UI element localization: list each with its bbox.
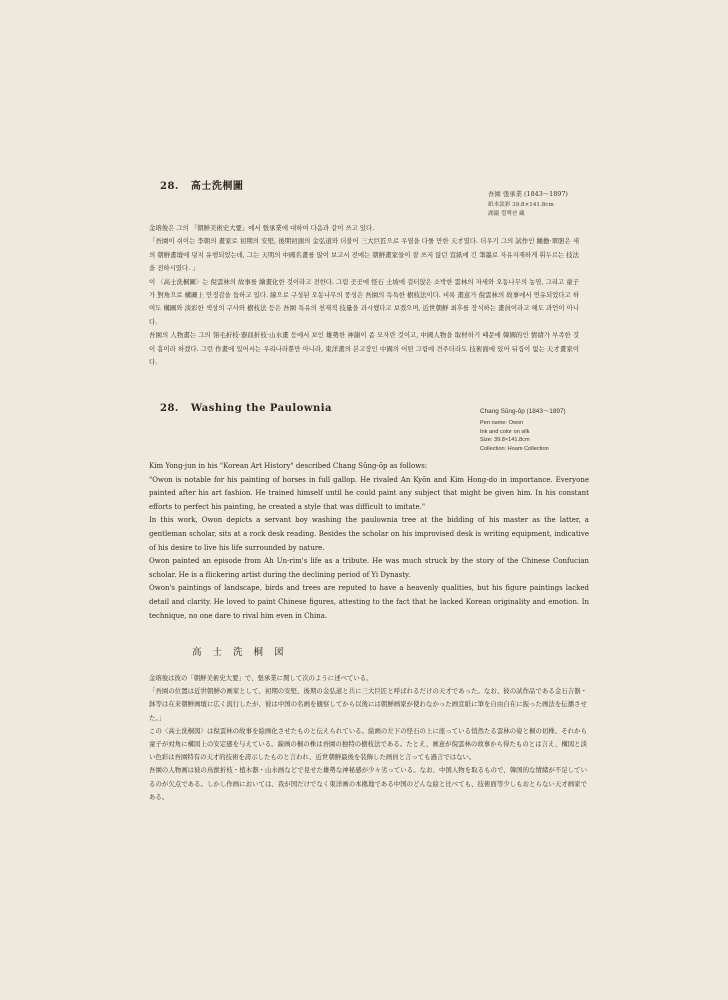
english-medium: Ink and color on silk bbox=[480, 428, 530, 435]
english-paragraph: Owon's paintings of landscape, birds and trees are reputed to have a heavenly qualities, but his figure paintings lacked detail and clarity. He loved to paint Chinese figures, attesting to the fact that he lacked Korean originality and emotion. In technique, no one dare to rival him even in China. bbox=[149, 584, 589, 620]
korean-paragraph: 吾園의 人物畫는 그의 翎毛折枝·器皿折枝·山水畫 등에서 보인 雄勢한 神韻이 좀 모자란 것이고, 中國人物을 取材하기 때문에 韓國的인 情緖가 부족한 것이 흠이라 하겠다. 그런 作畫에 있어서는 우리나라뿐만 아니라, 東洋畫의 본고장인 中國의 어떤 그림에 견주더라도 技術面에 있어 뒤집이 없는 天才畫家이다. bbox=[149, 331, 579, 367]
english-meta bbox=[480, 408, 566, 453]
english-paragraph: In this work, Owon depicts a servant boy washing the paulownia tree at the bidding of his master as the latter, a gentleman scholar, sits at a rock desk reading. Besides the scholar on his improvised desk is writing equipment, indicative of his desire to live his life surrounded by nature. bbox=[149, 516, 589, 552]
korean-medium: 紙本淡彩 39.8×141.8cm bbox=[488, 202, 554, 209]
english-paragraph: Kim Yong-jun in his "Korean Art History" described Chang Sŭng-ŏp as follows: bbox=[149, 462, 428, 470]
english-collection: Collection: Hoam Collection bbox=[480, 445, 549, 452]
english-heading bbox=[160, 403, 332, 414]
korean-paragraph: 金瑢俊은 그의 「朝鮮美術史大要」에서 張承業에 대하여 다음과 같이 쓰고 있다. bbox=[149, 224, 375, 232]
korean-collection: 湖巖 컬렉션 藏 bbox=[488, 210, 525, 217]
korean-heading bbox=[160, 177, 243, 192]
english-plate-number: 28. bbox=[160, 403, 179, 414]
korean-title: 高士洗桐圖 bbox=[190, 181, 244, 192]
english-pen-name: Pen name: Owon bbox=[480, 420, 524, 427]
english-paragraph: Owon painted an episode from Ah Un-rim's life as a tribute. He was much struck by the story of the Chinese Confucian scholar. He is a flickering artist during the declining period of Yi Dynasty. bbox=[149, 557, 589, 579]
english-title: Washing the Paulownia bbox=[190, 403, 333, 414]
japanese-paragraph: 吾園の人物画は彼の鳥獣折枝・植木器・山水画などで見せた雄勢な神秘感が少々劣っている。なお、中国人物を取るもので、韓国的な情緒が不足しているのが欠点である。しかし作画においては、我が国だけでなく東洋画の本拠地である中国のどんな絵と比べても、技術面等少しもおとらない天才画家である。 bbox=[149, 766, 587, 801]
english-size: Size: 39.8×141.8cm bbox=[480, 437, 530, 444]
japanese-paragraph: 「吾園の位置は近世朝鮮の画家として、初期の安堅、後期の金弘道と共に三大巨匠と呼ばれるだけの天才であった。なお、彼の試作品である金石吉器・鉢等は在来朝鮮画壇に広く流行したが、彼は中国の名画を観察してから以後には朝鮮画家が使わなかった画宣紙に筆を自由自在に振った画法を伝播させた。」 bbox=[149, 687, 587, 722]
korean-paragraph: 「吾園이 쉬이는 李朝의 畫家로 初期의 安堅, 後期初頭의 金弘道와 더불어 三大巨匠으로 우열을 다툴 만한 天才였다. 더우기 그의 試作인 鍾擔·翠胆은 새의 朝鮮畫壇에 덩지 유행되었는데, 그는 天明의 中國名畫를 많이 보고서 전에는 朝鮮畫家들이 잘 쓰지 않던 宣紙에 긴 筆墨로 자유자재하게 휘두르는 技法을 전하시였다. 」 bbox=[149, 237, 579, 273]
korean-artist: 吾園 張承業 (1843～1897) bbox=[488, 190, 568, 198]
english-artist: Chang Sŭng-ŏp (1843～1897) bbox=[480, 408, 566, 415]
korean-plate-number: 28. bbox=[160, 181, 179, 192]
japanese-paragraph: この〈高士洗桐図〉は倪雲林の故事を絵画化させたものと伝えられている。絵画の左下の怪石の上に座っている悄然たる雲林の姿と桐の切株、それから童子が対角に構図上の安定感を与えている。線画の桐の株は吾園の独特の樹枝法である。たとえ、画意が倪雲林の故事から得たものとは言え、構図と淡い色彩は吾園特有の天才的技術を誇示したものと言われ、近世朝鮮最後を装飾した画員と言っても過言ではない。 bbox=[149, 726, 587, 762]
japanese-title: 高 士 洗 桐 図 bbox=[192, 647, 288, 658]
english-body bbox=[149, 460, 589, 623]
japanese-paragraph: 金瑢俊は彼の「朝鮮美術史大要」で、張承業に関して次のように述べている。 bbox=[149, 674, 373, 682]
korean-paragraph: 이 〈高士洗桐圖〉는 倪雲林의 故事를 繪畫化한 것이라고 전한다. 그림 곳곳에 怪石 土坡에 걸터앉은 소박한 雲林의 자세와 오동나무의 농염, 그리고 童子가 對角으로 構圖上 안정감을 돕하고 있다. 線으로 구성된 오동나무의 풍성은 吾園의 독특한 樹枝法이다. 비록 畫意가 倪雲林의 故事에서 연유되었다고 하여도 構圖와 淡彩한 색상의 구사와 樹枝法 등은 吾園 특유의 천재적 技量을 과시했다고 보겠으며, 近世朝鮮 최후를 장식하는 畫員이라고 해도 과언이 아니다. bbox=[149, 277, 579, 326]
korean-meta bbox=[488, 190, 568, 218]
english-paragraph: "Owon is notable for his painting of horses in full gallop. He rivaled An Kyŏn and Kim Hong-do in importance. Everyone painted after his art fashion. He trained himself until he could paint any subject that might be given him. In his constant efforts to perfect his painting, he created a style that was difficult to imitate." bbox=[149, 475, 589, 511]
japanese-body bbox=[149, 672, 587, 804]
korean-body bbox=[149, 222, 579, 369]
